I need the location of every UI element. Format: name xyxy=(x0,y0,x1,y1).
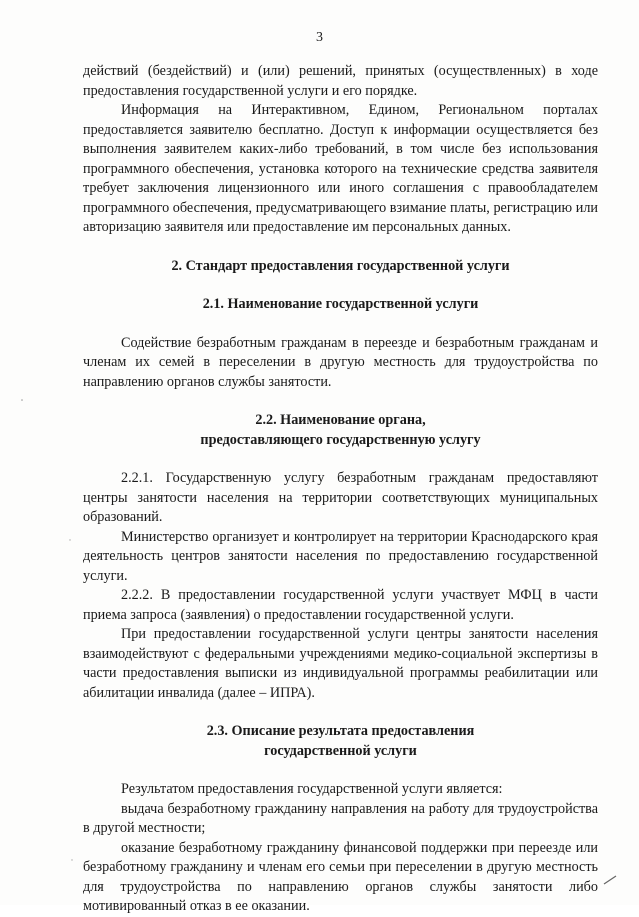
paragraph-2-2-2: 2.2.2. В предоставлении государственной услуги участвует МФЦ в части приема запроса (заявления) о предоставлении государственной услуги. xyxy=(83,587,598,623)
paragraph-2-2-1: 2.2.1. Государственную услугу безработным гражданам предоставляют центры занятости населения на территории соответствующих муниципальных образований. xyxy=(83,470,598,525)
section-heading-2-3-line1: 2.3. Описание результата предоставления xyxy=(206,723,475,739)
page-number: 3 xyxy=(316,30,323,45)
spacer xyxy=(83,276,598,295)
paragraph-result-intro: Результатом предоставления государственной услуги является: xyxy=(121,781,503,797)
spacer xyxy=(83,450,598,469)
paragraph-intro-continuation: действий (бездействий) и (или) решений, принятых (осуществленных) в ходе предоставления государственной услуги и его порядке. xyxy=(83,63,598,99)
section-heading-2-3-line2: государственной услуги xyxy=(264,742,417,759)
spacer xyxy=(83,315,598,334)
paragraph-service-name: Содействие безработным гражданам в переезде и безработным гражданам и членам их семей в переселении в другую местность для трудоустройства по направлению органов службы занятости. xyxy=(83,334,598,390)
section-heading-2-1: 2.1. Наименование государственной услуги xyxy=(202,296,479,312)
paragraph-ministry: Министерство организует и контролирует на территории Краснодарского края деятельность центров занятости населения по предоставлению государственной услуги. xyxy=(83,528,598,584)
section-heading-2: 2. Стандарт предоставления государственной услуги xyxy=(171,257,510,274)
document-body xyxy=(83,62,598,917)
spacer xyxy=(83,703,598,722)
paragraph-result-item-1: выдача безработному гражданину направления на работу для трудоустройства в другой местности; xyxy=(83,800,598,836)
spacer xyxy=(83,238,598,257)
section-heading-2-2-line1: 2.2. Наименование органа, xyxy=(255,412,426,428)
spacer xyxy=(83,761,598,780)
paragraph-portal-info: Информация на Интерактивном, Едином, Региональном порталах предоставляется заявителю бесплатно. Доступ к информации осуществляется без выполнения заявителем каких-либо требований, в том числе без использования программного обеспечения, установка которого на технические средства заявителя требует заключения лицензионного или иного соглашения с правообладателем программного обеспечения, предусматривающего взимание платы, регистрацию или авторизацию заявителя или предоставление им персональных данных. xyxy=(83,102,598,235)
spacer xyxy=(83,392,598,411)
section-heading-2-2-line2: предоставляющего государственную услугу xyxy=(200,431,481,448)
paragraph-result-item-2: оказание безработному гражданину финансовой поддержки при переезде или безработному гражданину и членам его семьи при переселении в другую местность для трудоустройства по направлению органов службы занятости либо мотивированный отказ в ее оказании. xyxy=(83,839,598,914)
paragraph-interaction: При предоставлении государственной услуги центры занятости населения взаимодействуют с федеральными учреждениями медико-социальной экспертизы в части предоставления выписки из индивидуальной программы реабилитации или абилитации инвалида (далее – ИПРА). xyxy=(83,626,598,701)
